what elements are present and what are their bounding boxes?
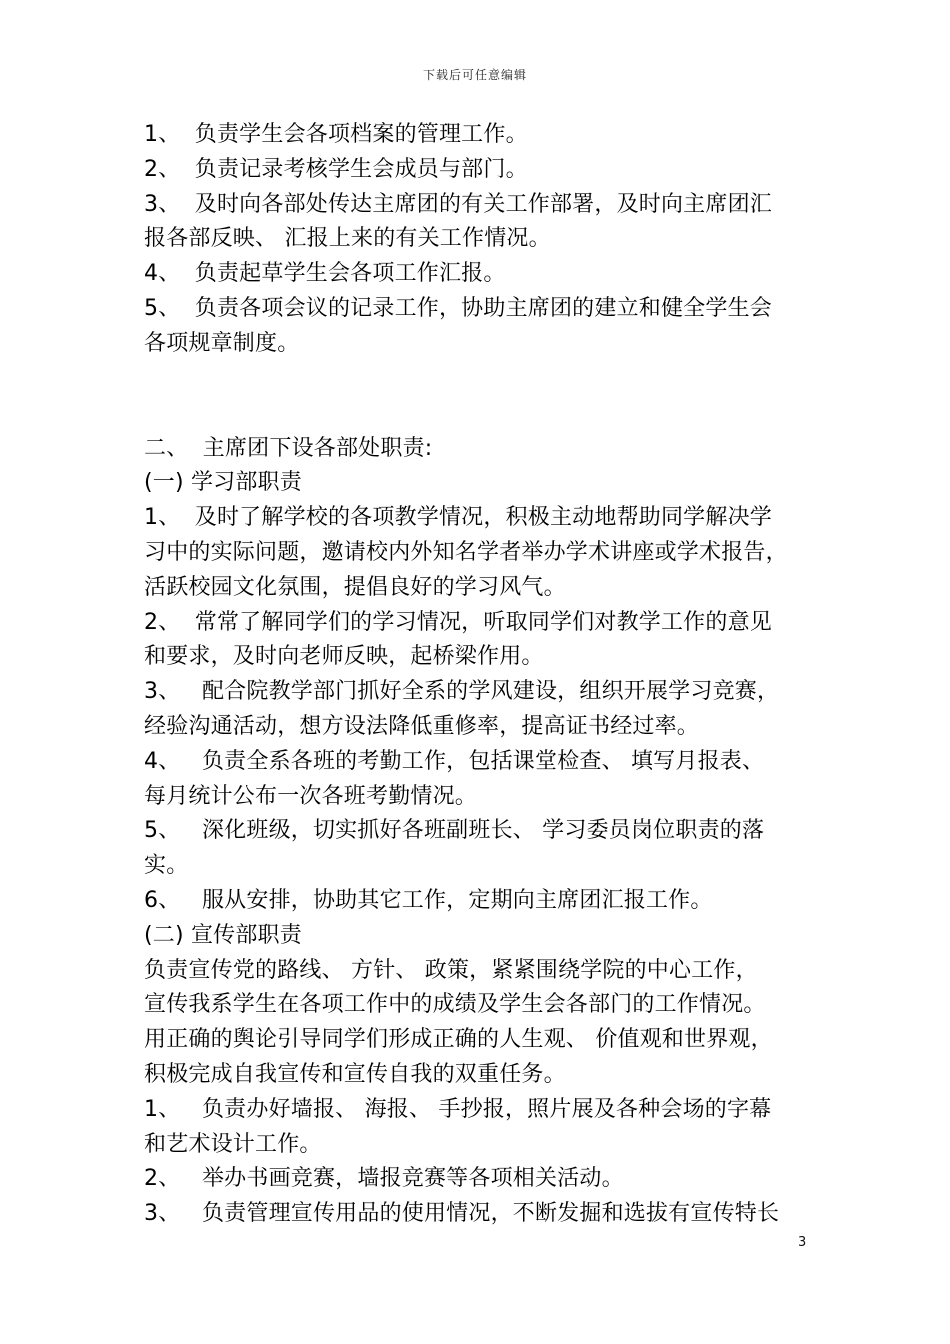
document-body [144,118,808,1232]
header-note: 下载后可任意编辑 [422,68,527,82]
text-line: 用正确的舆论引导同学们形成正确的人生观、 价值观和世界观， [144,1027,773,1053]
text-line: 1、 及时了解学校的各项教学情况，积极主动地帮助同学解决学 [144,505,772,531]
text-line: 3、 配合院教学部门抓好全系的学风建设，组织开展学习竞赛， [144,679,780,705]
text-line: 6、 服从安排，协助其它工作，定期向主席团汇报工作。 [144,887,713,913]
section-heading: 二、 主席团下设各部处职责: [144,435,433,461]
section-department-duties [144,432,808,1232]
text-line: 活跃校园文化氛围，提倡良好的学习风气。 [144,574,566,600]
page-number: 3 [798,1235,807,1250]
section-gap [144,362,808,432]
text-line: 各项规章制度。 [144,330,300,356]
text-line: 积极完成自我宣传和宣传自我的双重任务。 [144,1061,566,1087]
text-line: 3、 及时向各部处传达主席团的有关工作部署，及时向主席团汇 [144,191,772,217]
text-line: 经验沟通活动，想方设法降低重修率，提高证书经过率。 [144,713,700,739]
section-secretariat-duties [144,118,808,362]
text-line: 1、 负责办好墙报、 海报、 手抄报，照片展及各种会场的字幕 [144,1096,772,1122]
text-line: 和艺术设计工作。 [144,1131,322,1157]
subsection-heading: (二) 宣传部职责 [144,922,302,948]
text-line: 4、 负责全系各班的考勤工作，包括课堂检查、 填写月报表、 [144,748,765,774]
subsection-heading: (一) 学习部职责 [144,470,302,496]
text-line: 实。 [144,853,189,879]
text-line: 报各部反映、 汇报上来的有关工作情况。 [144,226,551,252]
text-line: 宣传我系学生在各项工作中的成绩及学生会各部门的工作情况。 [144,992,766,1018]
text-line: 2、 举办书画竞赛，墙报竞赛等各项相关活动。 [144,1166,624,1192]
text-line: 习中的实际问题，邀请校内外知名学者举办学术讲座或学术报告， [144,539,788,565]
text-line: 4、 负责起草学生会各项工作汇报。 [144,261,506,287]
text-line: 每月统计公布一次各班考勤情况。 [144,783,478,809]
text-line: 2、 负责记录考核学生会成员与部门。 [144,156,528,182]
text-line: 5、 负责各项会议的记录工作，协助主席团的建立和健全学生会 [144,295,772,321]
text-line: 负责宣传党的路线、 方针、 政策，紧紧围绕学院的中心工作， [144,957,758,983]
text-line: 5、 深化班级，切实抓好各班副班长、 学习委员岗位职责的落 [144,818,765,844]
text-line: 1、 负责学生会各项档案的管理工作。 [144,122,528,147]
text-line: 3、 负责管理宣传用品的使用情况，不断发掘和选拔有宣传特长 [144,1201,780,1227]
text-line: 和要求，及时向老师反映，起桥梁作用。 [144,644,544,670]
text-line: 2、 常常了解同学们的学习情况，听取同学们对教学工作的意见 [144,609,772,635]
